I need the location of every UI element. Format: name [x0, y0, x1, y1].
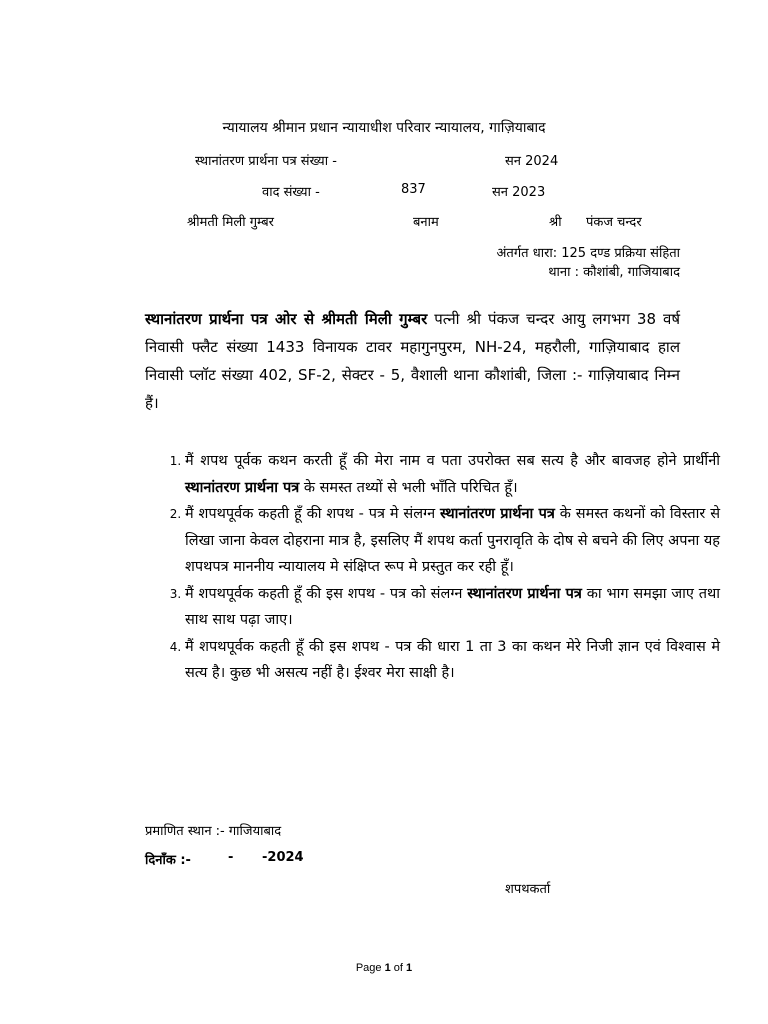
point-text: मैं शपथपूर्वक कहती हूँ की इस शपथ - पत्र की धारा 1 ता 3 का कथन मेरे निजी ज्ञान एवं विश्वास मे सत्य है। कुछ भी असत्य नहीं है। ईश्वर मेरा साक्षी है। — [185, 638, 720, 681]
petitioner-name: श्रीमती मिली गुम्बर — [187, 215, 274, 230]
case-number: 837 — [401, 182, 426, 197]
affidavit-point — [185, 581, 720, 634]
point-bold-text: स्थानांतरण प्रार्थना पत्र — [467, 585, 582, 602]
versus-label: बनाम — [413, 215, 439, 230]
deponent-signature-label: शपथकर्ता — [505, 882, 551, 897]
transfer-application-label: स्थानांतरण प्रार्थना पत्र संख्या - — [195, 154, 337, 169]
respondent-prefix: श्री — [549, 215, 562, 230]
intro-bold-heading: स्थानांतरण प्रार्थना पत्र ओर से श्रीमती मिली गुम्बर — [145, 310, 428, 328]
respondent-name: पंकज चन्दर — [586, 215, 642, 230]
page-current: 1 — [384, 962, 391, 974]
intro-text: पत्नी श्री पंकज चन्दर आयु लगभग 38 वर्ष निवासी फ्लैट संख्या 1433 विनायक टावर महागुनपुरम, NH-24, महरौली, गाज़ियाबाद हाल निवासी प्लॉट संख्या 402, SF-2, सेक्टर - 5, वैशाली थाना कौशांबी, जिला :- गाज़ियाबाद निम्न हैं। — [145, 310, 680, 412]
transfer-application-year: सन 2024 — [505, 154, 559, 169]
case-year: सन 2023 — [492, 185, 546, 200]
page-prefix: Page — [355, 962, 385, 974]
affidavit-points-list — [145, 448, 720, 687]
point-text: मैं शपथपूर्वक कहती हूँ की शपथ - पत्र मे संलग्न — [185, 506, 441, 522]
affidavit-point — [185, 634, 720, 687]
point-bold-text: स्थानांतरण प्रार्थना पत्र — [440, 506, 555, 522]
police-station: थाना : कौशांबी, गाजियाबाद — [548, 265, 680, 280]
point-text: का भाग समझा जाए तथा साथ साथ पढ़ा जाए। — [185, 585, 720, 628]
page-number — [0, 962, 768, 974]
verified-place: प्रमाणित स्थान :- गाजियाबाद — [145, 824, 282, 839]
point-text: के समस्त कथनों को विस्तार से लिखा जाना केवल दोहराना मात्र है, इसलिए मैं शपथ कर्ता पुनरावृति के दोष से बचने की लिए अपना यह शपथपत्र माननीय न्यायालय मे संक्षिप्त रूप मे प्रस्तुत कर रही हूँ। — [185, 506, 721, 575]
date-value: -2024 — [262, 850, 304, 865]
date-separator: - — [228, 850, 234, 865]
page-total: 1 — [406, 962, 413, 974]
point-text: मैं शपथ पूर्वक कथन करती हूँ की मेरा नाम व पता उपरोक्त सब सत्य है और बावजह होने प्रार्थीनी — [185, 453, 720, 469]
court-title: न्यायालय श्रीमान प्रधान न्यायाधीश परिवार न्यायालय, गाज़ियाबाद — [222, 120, 546, 136]
date-label: दिनाँक :- — [145, 853, 191, 868]
point-text: मैं शपथपूर्वक कहती हूँ की इस शपथ - पत्र को संलग्न — [185, 585, 468, 602]
point-bold-text: स्थानांतरण प्रार्थना पत्र — [185, 479, 300, 496]
intro-paragraph — [145, 305, 680, 417]
legal-section: अंतर्गत धारा: 125 दण्ड प्रक्रिया संहिता — [496, 246, 680, 261]
case-number-label: वाद संख्या - — [262, 185, 320, 200]
point-text: के समस्त तथ्यों से भली भाँति परिचित हूँ। — [299, 479, 518, 496]
affidavit-point — [185, 501, 720, 581]
affidavit-point — [185, 448, 720, 501]
page-of: of — [390, 962, 407, 974]
